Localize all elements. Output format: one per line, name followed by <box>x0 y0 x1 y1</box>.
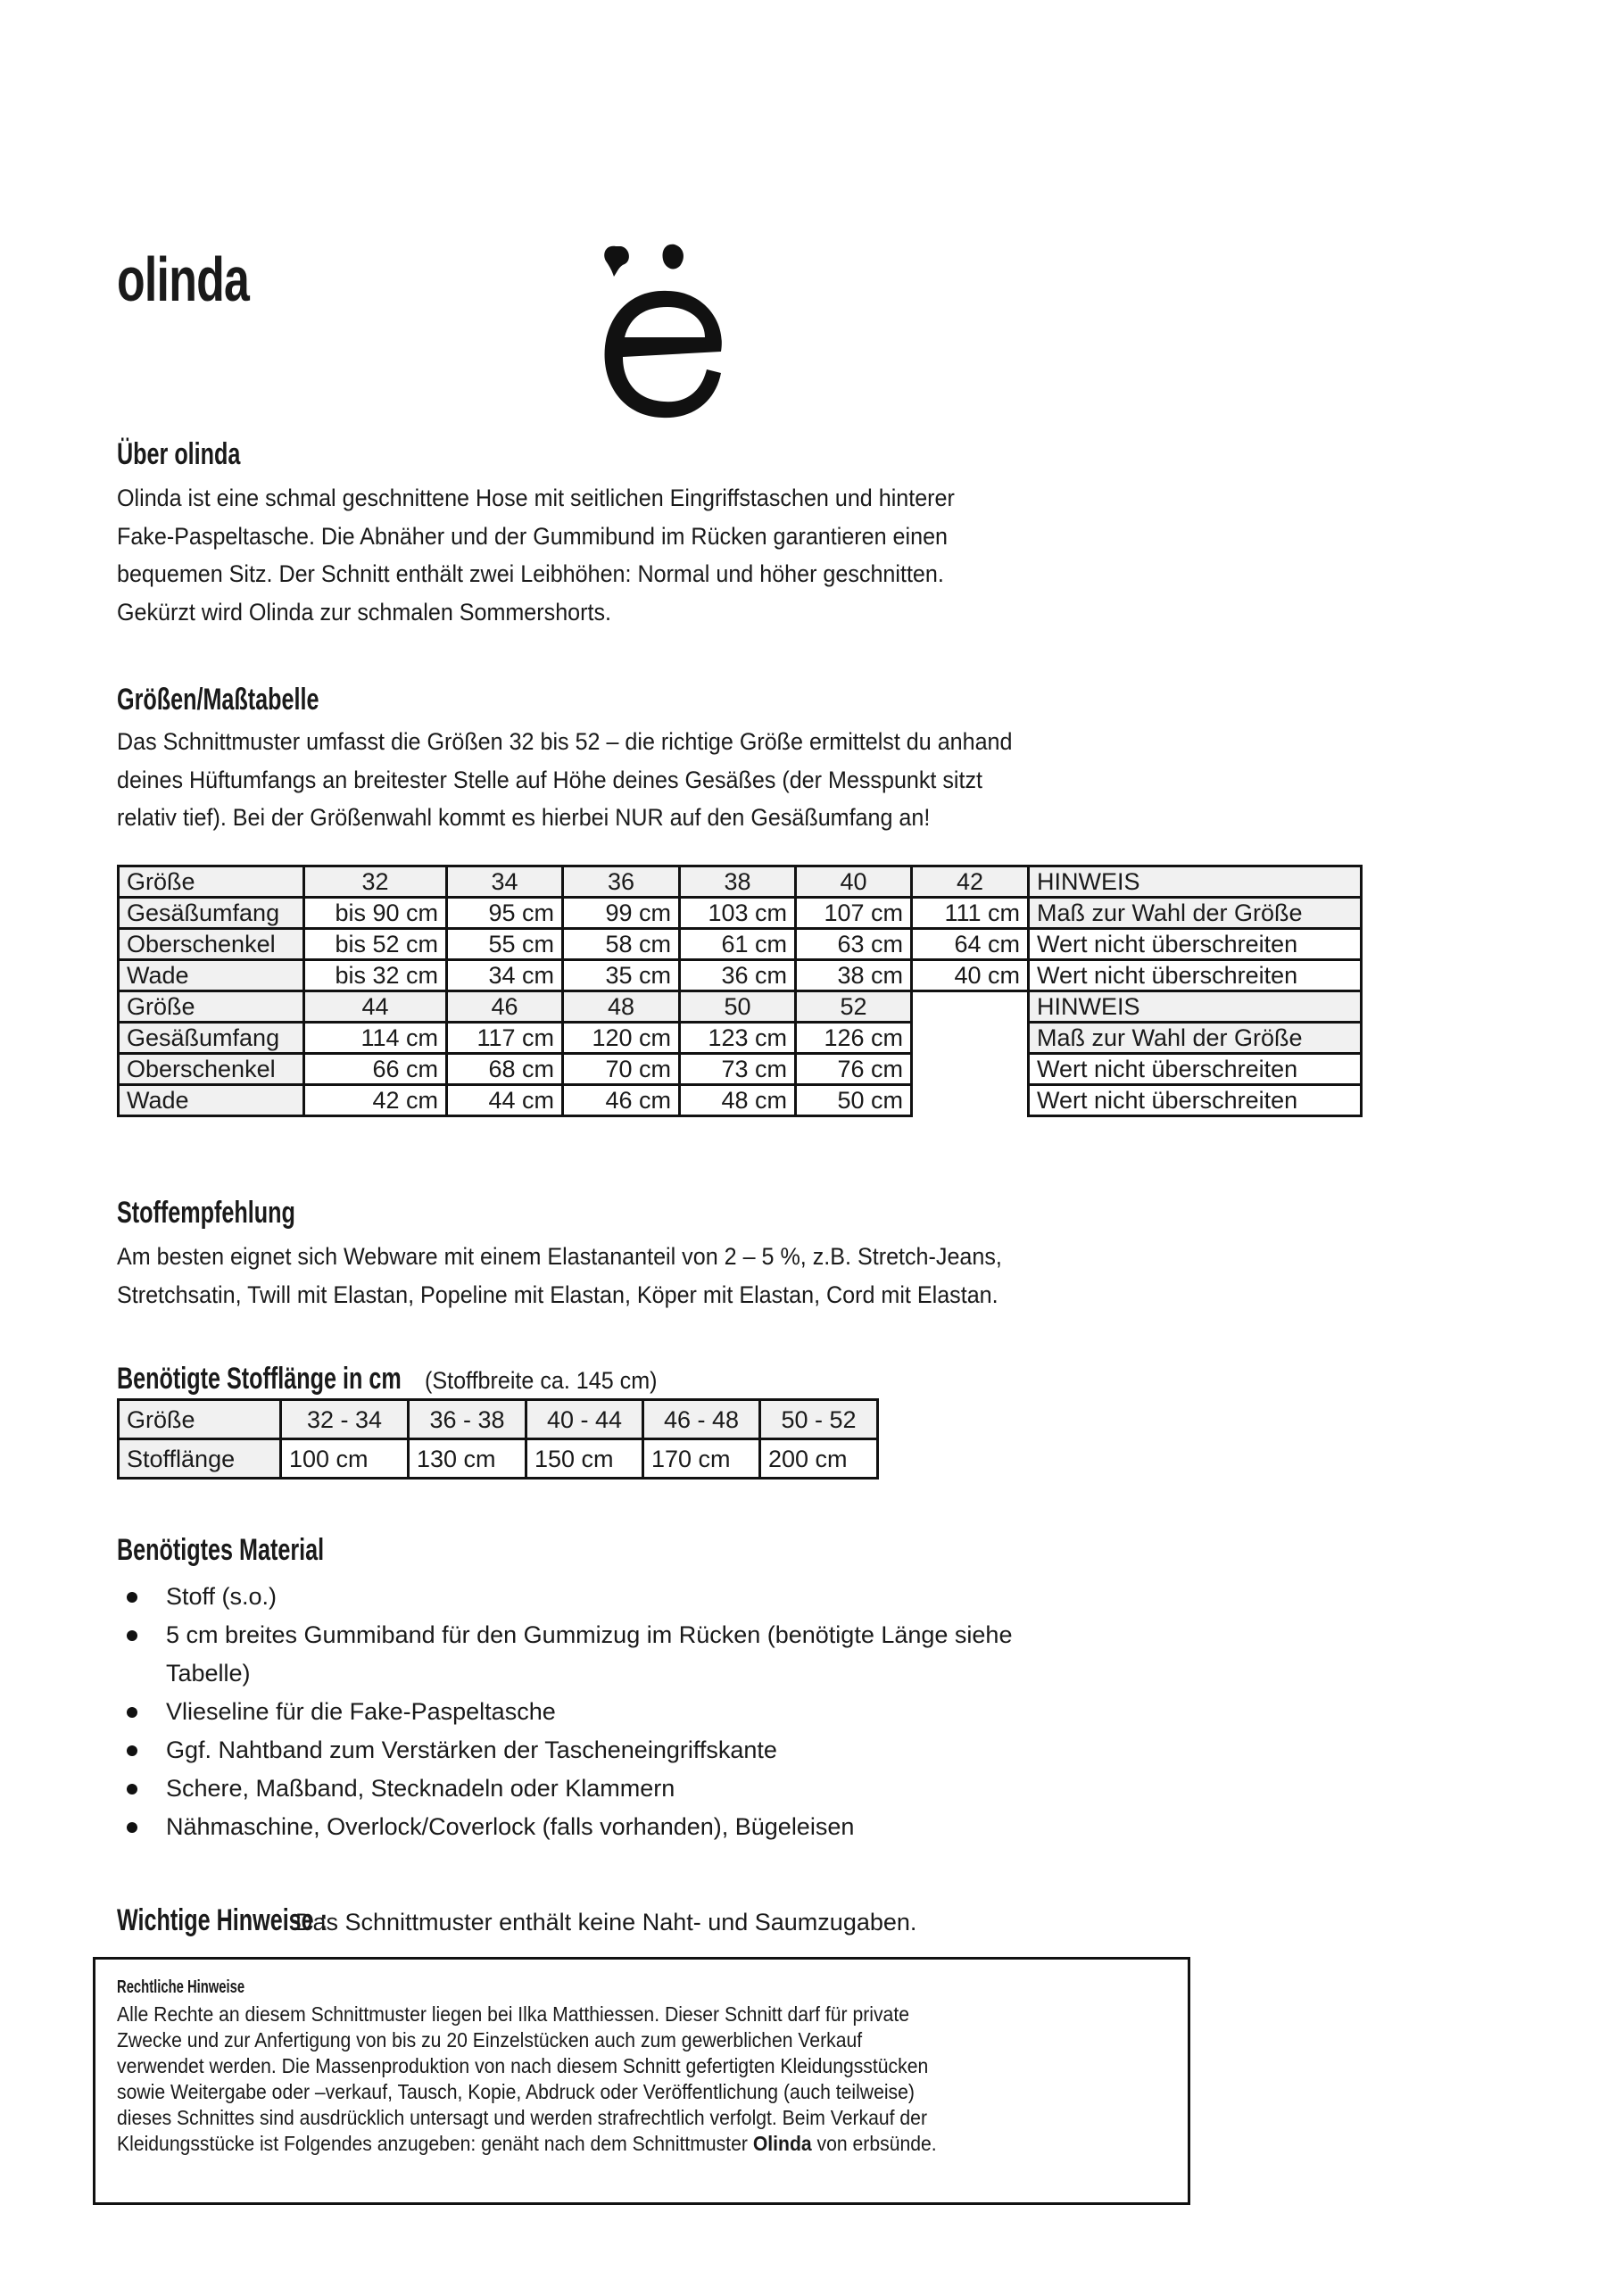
table-cell: bis 32 cm <box>304 960 447 991</box>
table-cell: 46 - 48 <box>643 1400 760 1439</box>
table-cell: 38 <box>680 866 796 898</box>
legal-line <box>117 2131 937 2157</box>
bullet-icon <box>127 1707 137 1718</box>
table-cell: 68 cm <box>447 1054 563 1085</box>
table-cell: 126 cm <box>796 1023 912 1054</box>
sizes-heading: Größen/Maßtabelle <box>117 683 319 717</box>
table-cell: 44 cm <box>447 1085 563 1116</box>
page-title: olinda <box>117 245 250 314</box>
list-item <box>117 1578 1012 1616</box>
material-list <box>117 1578 1012 1846</box>
table-cell: 42 cm <box>304 1085 447 1116</box>
table-cell: 50 - 52 <box>760 1400 878 1439</box>
table-cell: Wert nicht überschreiten <box>1029 1085 1362 1116</box>
list-item-text: Ggf. Nahtband zum Verstärken der Tascheneingriffskante <box>166 1737 777 1763</box>
legal-line: Zwecke und zur Anfertigung von bis zu 20 Einzelstücken auch zum gewerblichen Verkauf <box>117 2028 863 2051</box>
table-cell: 44 <box>304 991 447 1023</box>
table-cell: 52 <box>796 991 912 1023</box>
table-header-row <box>119 1400 878 1439</box>
table-cell: 61 cm <box>680 929 796 960</box>
table-empty-cell <box>912 1085 1029 1116</box>
table-cell: 117 cm <box>447 1023 563 1054</box>
fabric-text <box>117 1238 1002 1314</box>
pattern-name: Olinda <box>752 2132 812 2155</box>
table-cell: 114 cm <box>304 1023 447 1054</box>
list-item-text: Tabelle) <box>166 1660 251 1687</box>
table-cell: 38 cm <box>796 960 912 991</box>
table-row <box>119 929 1362 960</box>
table-cell: 64 cm <box>912 929 1029 960</box>
table-header-row <box>119 866 1362 898</box>
about-line: bequemen Sitz. Der Schnitt enthält zwei Leibhöhen: Normal und höher geschnitten. <box>117 560 944 587</box>
bullet-icon <box>127 1822 137 1833</box>
table-cell: bis 90 cm <box>304 898 447 929</box>
table-row <box>119 1054 1362 1085</box>
table-cell: Gesäßumfang <box>119 1023 304 1054</box>
table-cell: 120 cm <box>563 1023 680 1054</box>
list-item-text: Vlieseline für die Fake-Paspeltasche <box>166 1698 556 1725</box>
table-cell: 55 cm <box>447 929 563 960</box>
list-item-text: Schere, Maßband, Stecknadeln oder Klammern <box>166 1775 675 1802</box>
list-item-text: Stoff (s.o.) <box>166 1583 278 1610</box>
important-label: Wichtige Hinweise : <box>117 1903 328 1937</box>
table-header-row <box>119 991 1362 1023</box>
list-item-text: Nähmaschine, Overlock/Coverlock (falls vorhanden), Bügeleisen <box>166 1813 855 1840</box>
bullet-icon <box>127 1784 137 1795</box>
legal-line-text: von erbsünde. <box>811 2132 937 2155</box>
table-cell: 32 <box>304 866 447 898</box>
table-row <box>119 1023 1362 1054</box>
table-cell: 200 cm <box>760 1439 878 1479</box>
legal-line-text: Kleidungsstücke ist Folgendes anzugeben: genäht nach dem Schnittmuster <box>117 2132 753 2155</box>
table-cell: 76 cm <box>796 1054 912 1085</box>
table-cell: 34 cm <box>447 960 563 991</box>
bullet-icon <box>127 1592 137 1603</box>
table-cell: 95 cm <box>447 898 563 929</box>
table-cell: 111 cm <box>912 898 1029 929</box>
table-cell: 48 cm <box>680 1085 796 1116</box>
about-line: Fake-Paspeltasche. Die Abnäher und der Gummibund im Rücken garantieren einen <box>117 522 949 550</box>
bullet-icon <box>127 1745 137 1756</box>
list-item <box>117 1731 1012 1770</box>
table-cell: 70 cm <box>563 1054 680 1085</box>
table-cell: HINWEIS <box>1029 991 1362 1023</box>
table-cell: Größe <box>119 991 304 1023</box>
legal-heading: Rechtliche Hinweise <box>117 1977 245 1997</box>
table-cell: 46 <box>447 991 563 1023</box>
sizes-line: deines Hüftumfangs an breitester Stelle auf Höhe deines Gesäßes (der Messpunkt sitzt <box>117 766 983 793</box>
list-item <box>117 1616 1012 1693</box>
table-cell: 50 <box>680 991 796 1023</box>
table-cell: Wert nicht überschreiten <box>1029 929 1362 960</box>
table-cell: 36 cm <box>680 960 796 991</box>
table-cell: 42 <box>912 866 1029 898</box>
table-cell: 99 cm <box>563 898 680 929</box>
about-line: Olinda ist eine schmal geschnittene Hose mit seitlichen Eingriffstaschen und hinterer <box>117 485 955 511</box>
about-text <box>117 479 955 631</box>
about-heading: Über olinda <box>117 437 241 471</box>
table-empty-cell <box>912 991 1029 1023</box>
table-cell: 36 - 38 <box>409 1400 526 1439</box>
table-empty-cell <box>912 1023 1029 1054</box>
table-cell: 32 - 34 <box>281 1400 409 1439</box>
length-heading: Benötigte Stofflänge in cm <box>117 1362 402 1396</box>
table-row <box>119 898 1362 929</box>
erbsuende-logo-icon <box>596 239 739 422</box>
fabric-heading: Stoffempfehlung <box>117 1196 295 1230</box>
table-cell: 123 cm <box>680 1023 796 1054</box>
table-cell: 58 cm <box>563 929 680 960</box>
table-cell: 66 cm <box>304 1054 447 1085</box>
legal-notice-box <box>93 1957 1190 2205</box>
table-cell: Größe <box>119 866 304 898</box>
fabric-line: Stretchsatin, Twill mit Elastan, Popeline mit Elastan, Köper mit Elastan, Cord mit Elastan. <box>117 1281 998 1308</box>
table-cell: 40 <box>796 866 912 898</box>
list-item <box>117 1808 1012 1846</box>
table-cell: Wert nicht überschreiten <box>1029 1054 1362 1085</box>
fabric-length-table <box>117 1398 879 1480</box>
table-cell: 170 cm <box>643 1439 760 1479</box>
table-row <box>119 960 1362 991</box>
important-text: Das Schnittmuster enthält keine Naht- und Saumzugaben. <box>295 1909 917 1935</box>
table-cell: Wade <box>119 1085 304 1116</box>
legal-text <box>117 2002 937 2157</box>
legal-line: Alle Rechte an diesem Schnittmuster liegen bei Ilka Matthiessen. Dieser Schnitt darf für private <box>117 2002 909 2026</box>
legal-line: sowie Weitergabe oder –verkauf, Tausch, Kopie, Abdruck oder Veröffentlichung (auch teilweise) <box>117 2080 915 2103</box>
table-cell: 48 <box>563 991 680 1023</box>
list-item-text: 5 cm breites Gummiband für den Gummizug im Rücken (benötigte Länge siehe <box>166 1621 1013 1648</box>
table-cell: 130 cm <box>409 1439 526 1479</box>
table-cell: Oberschenkel <box>119 1054 304 1085</box>
table-cell: Gesäßumfang <box>119 898 304 929</box>
table-cell: 50 cm <box>796 1085 912 1116</box>
table-cell: Maß zur Wahl der Größe <box>1029 898 1362 929</box>
sizes-line: relativ tief). Bei der Größenwahl kommt es hierbei NUR auf den Gesäßumfang an! <box>117 804 931 831</box>
table-cell: 107 cm <box>796 898 912 929</box>
sizes-text <box>117 723 1012 837</box>
table-cell: 46 cm <box>563 1085 680 1116</box>
table-row <box>119 1085 1362 1116</box>
table-cell: 40 - 44 <box>526 1400 643 1439</box>
bullet-icon <box>127 1630 137 1641</box>
table-cell: 100 cm <box>281 1439 409 1479</box>
table-cell: 103 cm <box>680 898 796 929</box>
table-cell: 40 cm <box>912 960 1029 991</box>
table-cell: HINWEIS <box>1029 866 1362 898</box>
table-cell: 35 cm <box>563 960 680 991</box>
table-cell: Stofflänge <box>119 1439 281 1479</box>
list-item <box>117 1770 1012 1808</box>
sizes-line: Das Schnittmuster umfasst die Größen 32 bis 52 – die richtige Größe ermittelst du anhand <box>117 728 1013 755</box>
fabric-line: Am besten eignet sich Webware mit einem Elastananteil von 2 – 5 %, z.B. Stretch-Jeans, <box>117 1243 1002 1270</box>
table-cell: 73 cm <box>680 1054 796 1085</box>
table-cell: Maß zur Wahl der Größe <box>1029 1023 1362 1054</box>
about-line: Gekürzt wird Olinda zur schmalen Sommershorts. <box>117 598 611 626</box>
table-empty-cell <box>912 1054 1029 1085</box>
length-note: (Stoffbreite ca. 145 cm) <box>425 1367 658 1394</box>
table-cell: Größe <box>119 1400 281 1439</box>
length-heading-row <box>117 1364 675 1395</box>
legal-line: dieses Schnittes sind ausdrücklich untersagt und werden strafrechtlich verfolgt. Beim Verkauf der <box>117 2106 927 2129</box>
table-cell: 36 <box>563 866 680 898</box>
important-note <box>117 1903 916 1938</box>
table-cell: Oberschenkel <box>119 929 304 960</box>
table-cell: bis 52 cm <box>304 929 447 960</box>
table-cell: 150 cm <box>526 1439 643 1479</box>
legal-line: verwendet werden. Die Massenproduktion von nach diesem Schnitt gefertigten Kleidungsstücken <box>117 2054 929 2077</box>
table-cell: 34 <box>447 866 563 898</box>
table-cell: 63 cm <box>796 929 912 960</box>
material-heading: Benötigtes Material <box>117 1533 325 1567</box>
table-cell: Wade <box>119 960 304 991</box>
table-cell: Wert nicht überschreiten <box>1029 960 1362 991</box>
list-item <box>117 1693 1012 1731</box>
size-table <box>117 865 1363 1117</box>
table-row <box>119 1439 878 1479</box>
